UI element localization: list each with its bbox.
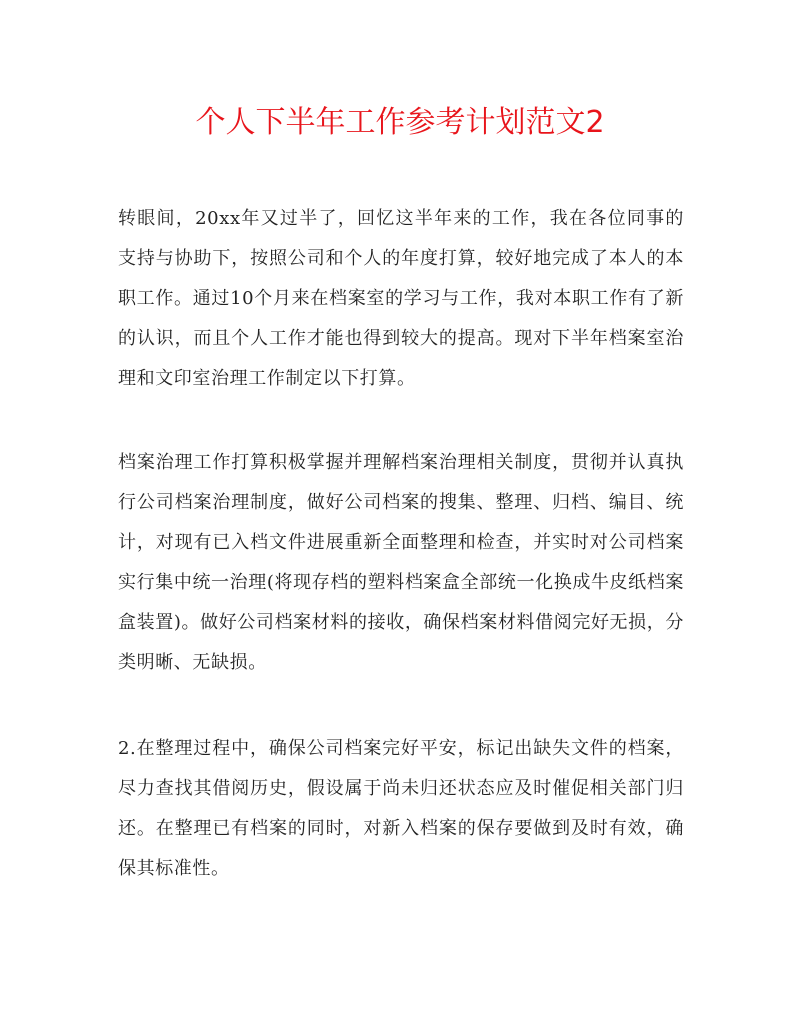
paragraph-intro: 转眼间，20xx年又过半了，回忆这半年来的工作，我在各位同事的支持与协助下，按照公司和个人的年度打算，较好地完成了本人的本职工作。通过10个月来在档案室的学习与工作，我对本职工作有了新的认识，而且个人工作才能也得到较大的提高。现对下半年档案室治理和文印室治理工作制定以下打算。 <box>118 208 684 389</box>
document-title: 个人下半年工作参考计划范文2 <box>195 105 605 140</box>
paragraph-item-2: 2.在整理过程中，确保公司档案完好平安，标记出缺失文件的档案，尽力查找其借阅历史，假设属于尚未归还状态应及时催促相关部门归还。在整理已有档案的同时，对新入档案的保存要做到及时有效，确保其标准性。 <box>118 738 684 879</box>
paragraph-archive-plan: 档案治理工作打算积极掌握并理解档案治理相关制度，贯彻并认真执行公司档案治理制度，做好公司档案的搜集、整理、归档、编目、统计，对现有已入档文件进展重新全面整理和检查，并实时对公司档案实行集中统一治理(将现存档的塑料档案盒全部统一化换成牛皮纸档案盒装置)。做好公司档案材料的接收，确保档案材料借阅完好无损，分类明晰、无缺损。 <box>118 452 684 673</box>
